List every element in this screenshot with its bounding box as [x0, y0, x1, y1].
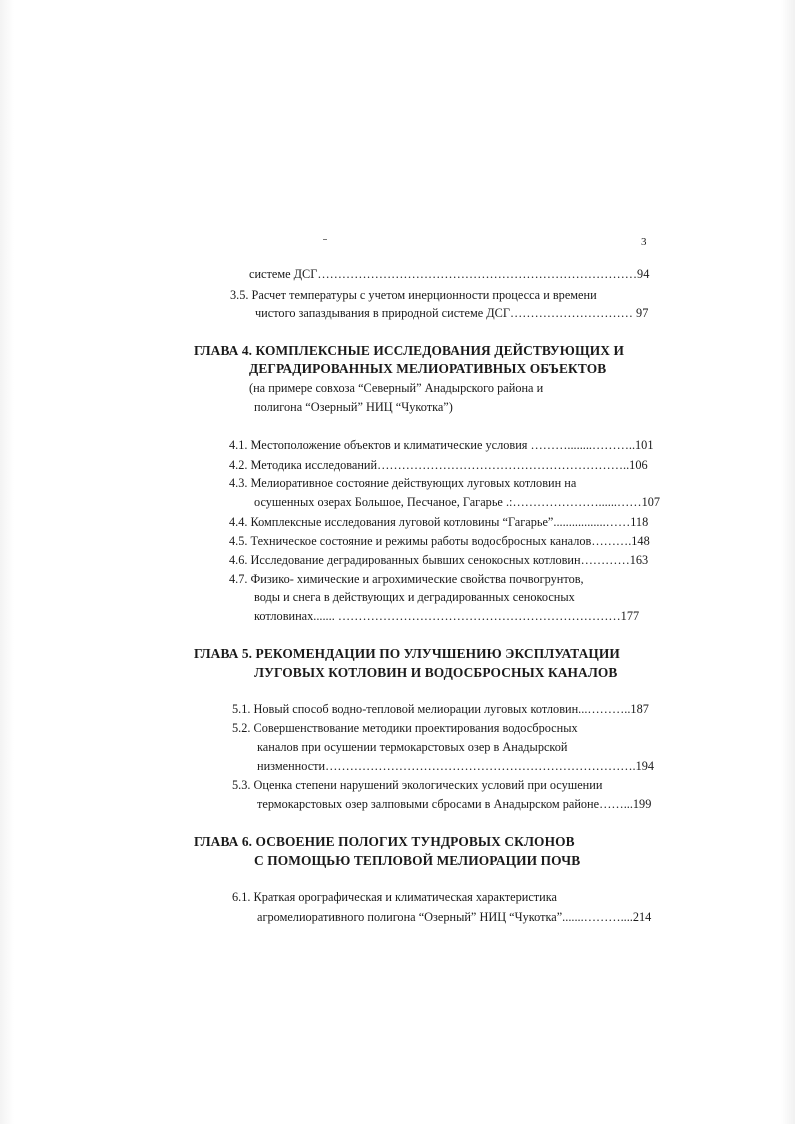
- chapter-5-title-cont: ЛУГОВЫХ КОТЛОВИН И ВОДОСБРОСНЫХ КАНАЛОВ: [254, 665, 618, 680]
- toc-entry: 4.4. Комплексные исследования луговой котловины “Гагарье”.................……118: [229, 515, 649, 529]
- toc-entry: 4.2. Методика исследований……………………………………………………..106: [229, 458, 648, 472]
- toc-entry: 4.1. Местоположение объектов и климатические условия ………........………..101: [229, 438, 654, 452]
- toc-entry: чистого запаздывания в природной системе ДСГ………………………… 97: [255, 306, 649, 320]
- toc-entry: 4.6. Исследование деградированных бывших сенокосных котловин…………163: [229, 553, 649, 567]
- toc-entry: осушенных озерах Большое, Песчаное, Гагарье .:…………………......……107: [254, 495, 661, 509]
- chapter-4-subtitle-cont: полигона “Озерный” НИЦ “Чукотка”): [254, 400, 453, 414]
- chapter-5-title: ГЛАВА 5. РЕКОМЕНДАЦИИ ПО УЛУЧШЕНИЮ ЭКСПЛУАТАЦИИ: [194, 646, 620, 661]
- toc-entry: 6.1. Краткая орографическая и климатическая характеристика: [232, 890, 557, 904]
- chapter-4-title-cont: ДЕГРАДИРОВАННЫХ МЕЛИОРАТИВНЫХ ОБЪЕКТОВ: [249, 361, 607, 376]
- chapter-4-title: ГЛАВА 4. КОМПЛЕКСНЫЕ ИССЛЕДОВАНИЯ ДЕЙСТВУЮЩИХ И: [194, 343, 625, 358]
- toc-entry: агромелиоративного полигона “Озерный” НИЦ “Чукотка”.......………....214: [257, 910, 652, 924]
- toc-entry: низменности………………………………………………………………….194: [257, 759, 655, 773]
- toc-entry: котловинах....... ……………………………………………………………177: [254, 609, 640, 623]
- toc-entry: 3.5. Расчет температуры с учетом инерционности процесса и времени: [230, 288, 597, 302]
- toc-entry: 4.7. Физико- химические и агрохимические свойства почвогрунтов,: [229, 572, 584, 586]
- toc-entry: 5.2. Совершенствование методики проектирования водосбросных: [232, 721, 578, 735]
- chapter-6-title-cont: С ПОМОЩЬЮ ТЕПЛОВОЙ МЕЛИОРАЦИИ ПОЧВ: [254, 853, 581, 868]
- toc-entry: 4.3. Мелиоративное состояние действующих луговых котловин на: [229, 476, 577, 490]
- toc-entry: 5.1. Новый способ водно-тепловой мелиорации луговых котловин...………..187: [232, 702, 649, 716]
- chapter-4-subtitle: (на примере совхоза “Северный” Анадырского района и: [249, 381, 544, 395]
- toc-entry: 4.5. Техническое состояние и режимы работы водосбросных каналов……….148: [229, 534, 650, 548]
- toc-entry: 5.3. Оценка степени нарушений экологических условий при осушении: [232, 778, 603, 792]
- scan-mark: [323, 239, 327, 240]
- chapter-6-title: ГЛАВА 6. ОСВОЕНИЕ ПОЛОГИХ ТУНДРОВЫХ СКЛОНОВ: [194, 834, 575, 849]
- toc-entry: термокарстовых озер залповыми сбросами в Анадырском районе……...199: [257, 797, 652, 811]
- toc-entry: каналов при осушении термокарстовых озер в Анадырской: [257, 740, 568, 754]
- toc-entry: воды и снега в действующих и деградированных сенокосных: [254, 590, 575, 604]
- page-number: 3: [641, 236, 647, 248]
- toc-entry: системе ДСГ……………………………………………………………………94: [249, 267, 650, 281]
